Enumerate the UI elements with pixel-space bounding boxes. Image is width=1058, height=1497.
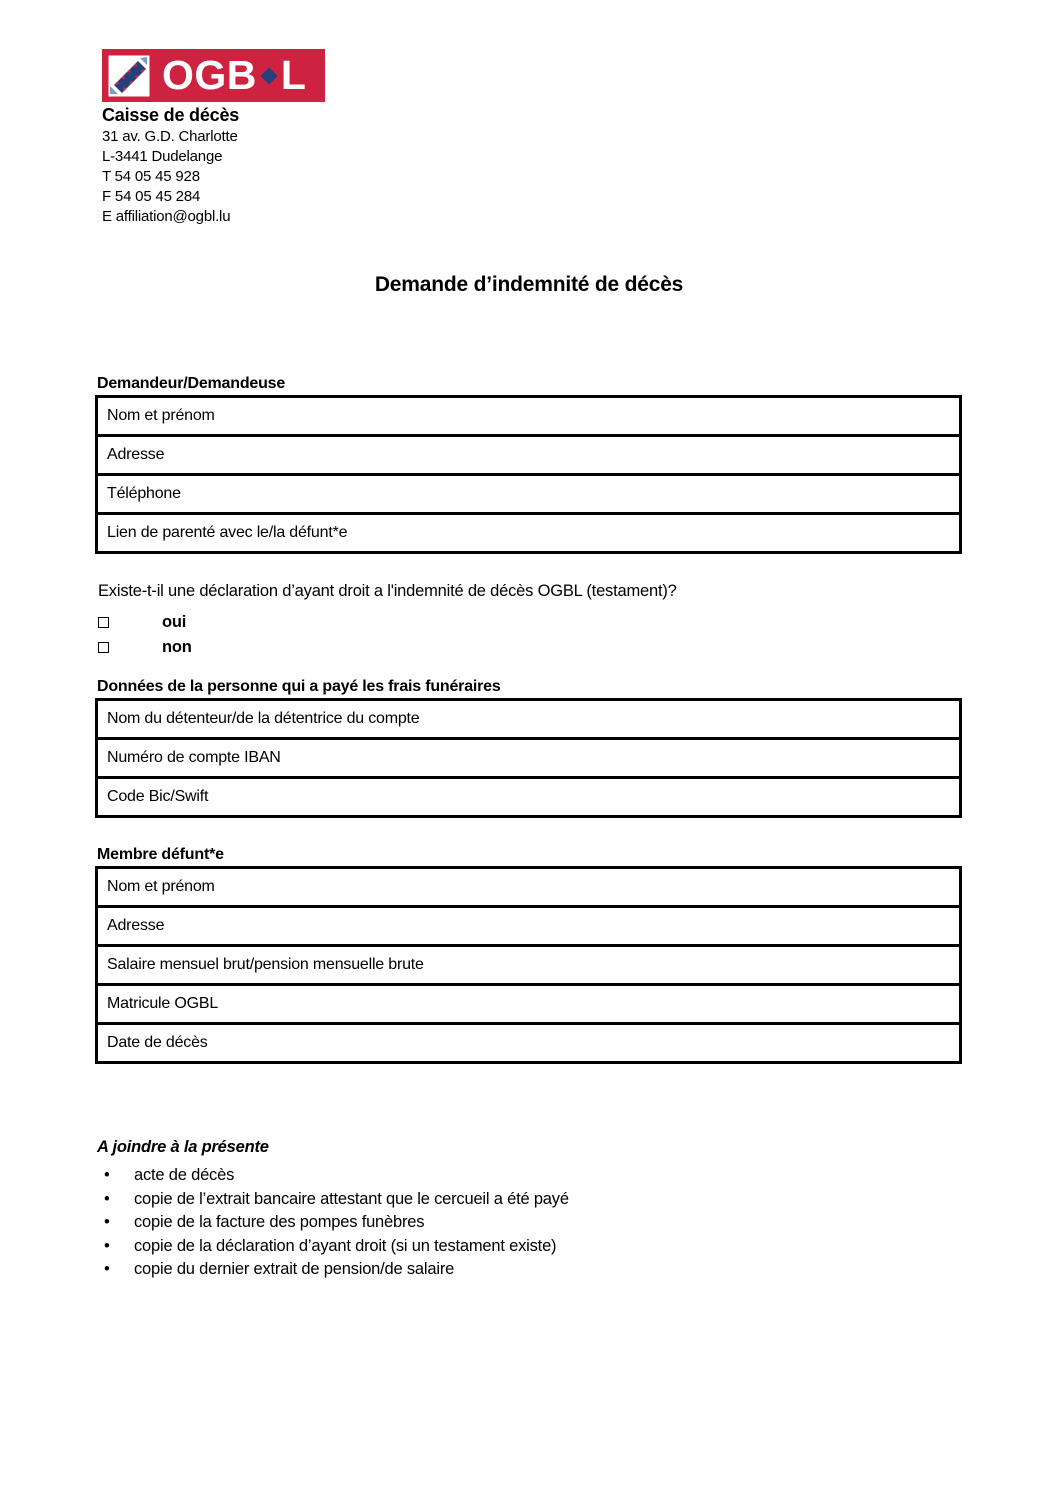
option-label: oui — [162, 613, 187, 631]
bullet-icon: • — [104, 1260, 110, 1278]
field-row[interactable] — [98, 869, 959, 908]
logo-wordmark — [162, 52, 307, 98]
field-label: Adresse — [107, 446, 165, 463]
logo-text-right: L — [280, 52, 307, 98]
fields-table — [95, 866, 962, 1064]
attachments-block — [97, 1137, 857, 1282]
field-label: Numéro de compte IBAN — [107, 749, 281, 766]
attachment-item — [97, 1235, 857, 1259]
field-label: Salaire mensuel brut/pension mensuelle brute — [107, 956, 424, 973]
attachment-item — [97, 1164, 857, 1188]
ogbl-logo — [102, 49, 325, 102]
field-row[interactable] — [98, 1025, 959, 1061]
question-options — [98, 610, 938, 660]
attachment-item — [97, 1188, 857, 1212]
attachment-text: copie du dernier extrait de pension/de salaire — [134, 1260, 455, 1278]
logo-text-left: OGB — [162, 52, 257, 98]
org-name: Caisse de décès — [102, 105, 240, 125]
option-label: non — [162, 638, 192, 656]
attachment-text: copie de la facture des pompes funèbres — [134, 1213, 425, 1231]
attachment-text: acte de décès — [134, 1166, 235, 1184]
section-heading: Demandeur/Demandeuse — [97, 375, 286, 392]
org-address — [102, 127, 238, 227]
address-line: F 54 05 45 284 — [102, 188, 201, 205]
field-label: Nom du détenteur/de la détentrice du compte — [107, 710, 420, 727]
field-label: Code Bic/Swift — [107, 788, 209, 805]
option-non[interactable] — [98, 635, 938, 660]
field-label: Nom et prénom — [107, 878, 215, 895]
section-heading: Données de la personne qui a payé les frais funéraires — [97, 678, 501, 695]
checkbox-icon[interactable] — [98, 617, 109, 628]
address-line: L-3441 Dudelange — [102, 148, 223, 165]
attachment-text: copie de l’extrait bancaire attestant que le cercueil a été payé — [134, 1189, 569, 1208]
bullet-icon: • — [104, 1236, 110, 1255]
attachment-text: copie de la déclaration d’ayant droit (si un testament existe) — [134, 1236, 557, 1255]
field-label: Téléphone — [107, 485, 181, 502]
section-membre-defunt — [95, 845, 962, 1064]
fields-table — [95, 395, 962, 554]
field-label: Lien de parenté avec le/la défunt*e — [107, 524, 348, 541]
fields-table — [95, 698, 962, 818]
checkbox-icon[interactable] — [98, 642, 109, 653]
attachment-item — [97, 1211, 857, 1235]
section-heading: Membre défunt*e — [97, 846, 224, 863]
attachments-heading: A joindre à la présente — [97, 1138, 269, 1156]
field-label: Adresse — [107, 917, 165, 934]
diamond-icon — [260, 67, 277, 84]
option-oui[interactable] — [98, 610, 938, 635]
field-row[interactable] — [98, 740, 959, 779]
bullet-icon: • — [104, 1213, 110, 1231]
document-title: Demande d’indemnité de décès — [374, 273, 684, 296]
bullet-icon: • — [104, 1189, 110, 1208]
attachment-item — [97, 1258, 857, 1282]
field-row[interactable] — [98, 398, 959, 437]
question-text: Existe-t-il une déclaration d’ayant droit a l'indemnité de décès OGBL (testament)? — [98, 582, 677, 600]
field-label: Nom et prénom — [107, 407, 215, 424]
address-line: E affiliation@ogbl.lu — [102, 208, 231, 225]
address-line: 31 av. G.D. Charlotte — [102, 128, 238, 145]
field-label: Date de décès — [107, 1034, 208, 1051]
field-row[interactable] — [98, 986, 959, 1025]
field-row[interactable] — [98, 947, 959, 986]
field-label: Matricule OGBL — [107, 995, 219, 1012]
field-row[interactable] — [98, 515, 959, 551]
field-row[interactable] — [98, 437, 959, 476]
field-row[interactable] — [98, 476, 959, 515]
field-row[interactable] — [98, 779, 959, 815]
bullet-icon: • — [104, 1166, 110, 1184]
field-row[interactable] — [98, 701, 959, 740]
ogbl-emblem-icon — [107, 54, 151, 98]
attachments-list — [97, 1164, 857, 1282]
field-row[interactable] — [98, 908, 959, 947]
section-donnees-payeur — [95, 677, 962, 818]
address-line: T 54 05 45 928 — [102, 168, 200, 185]
question-block — [98, 582, 938, 660]
section-demandeur — [95, 374, 962, 554]
